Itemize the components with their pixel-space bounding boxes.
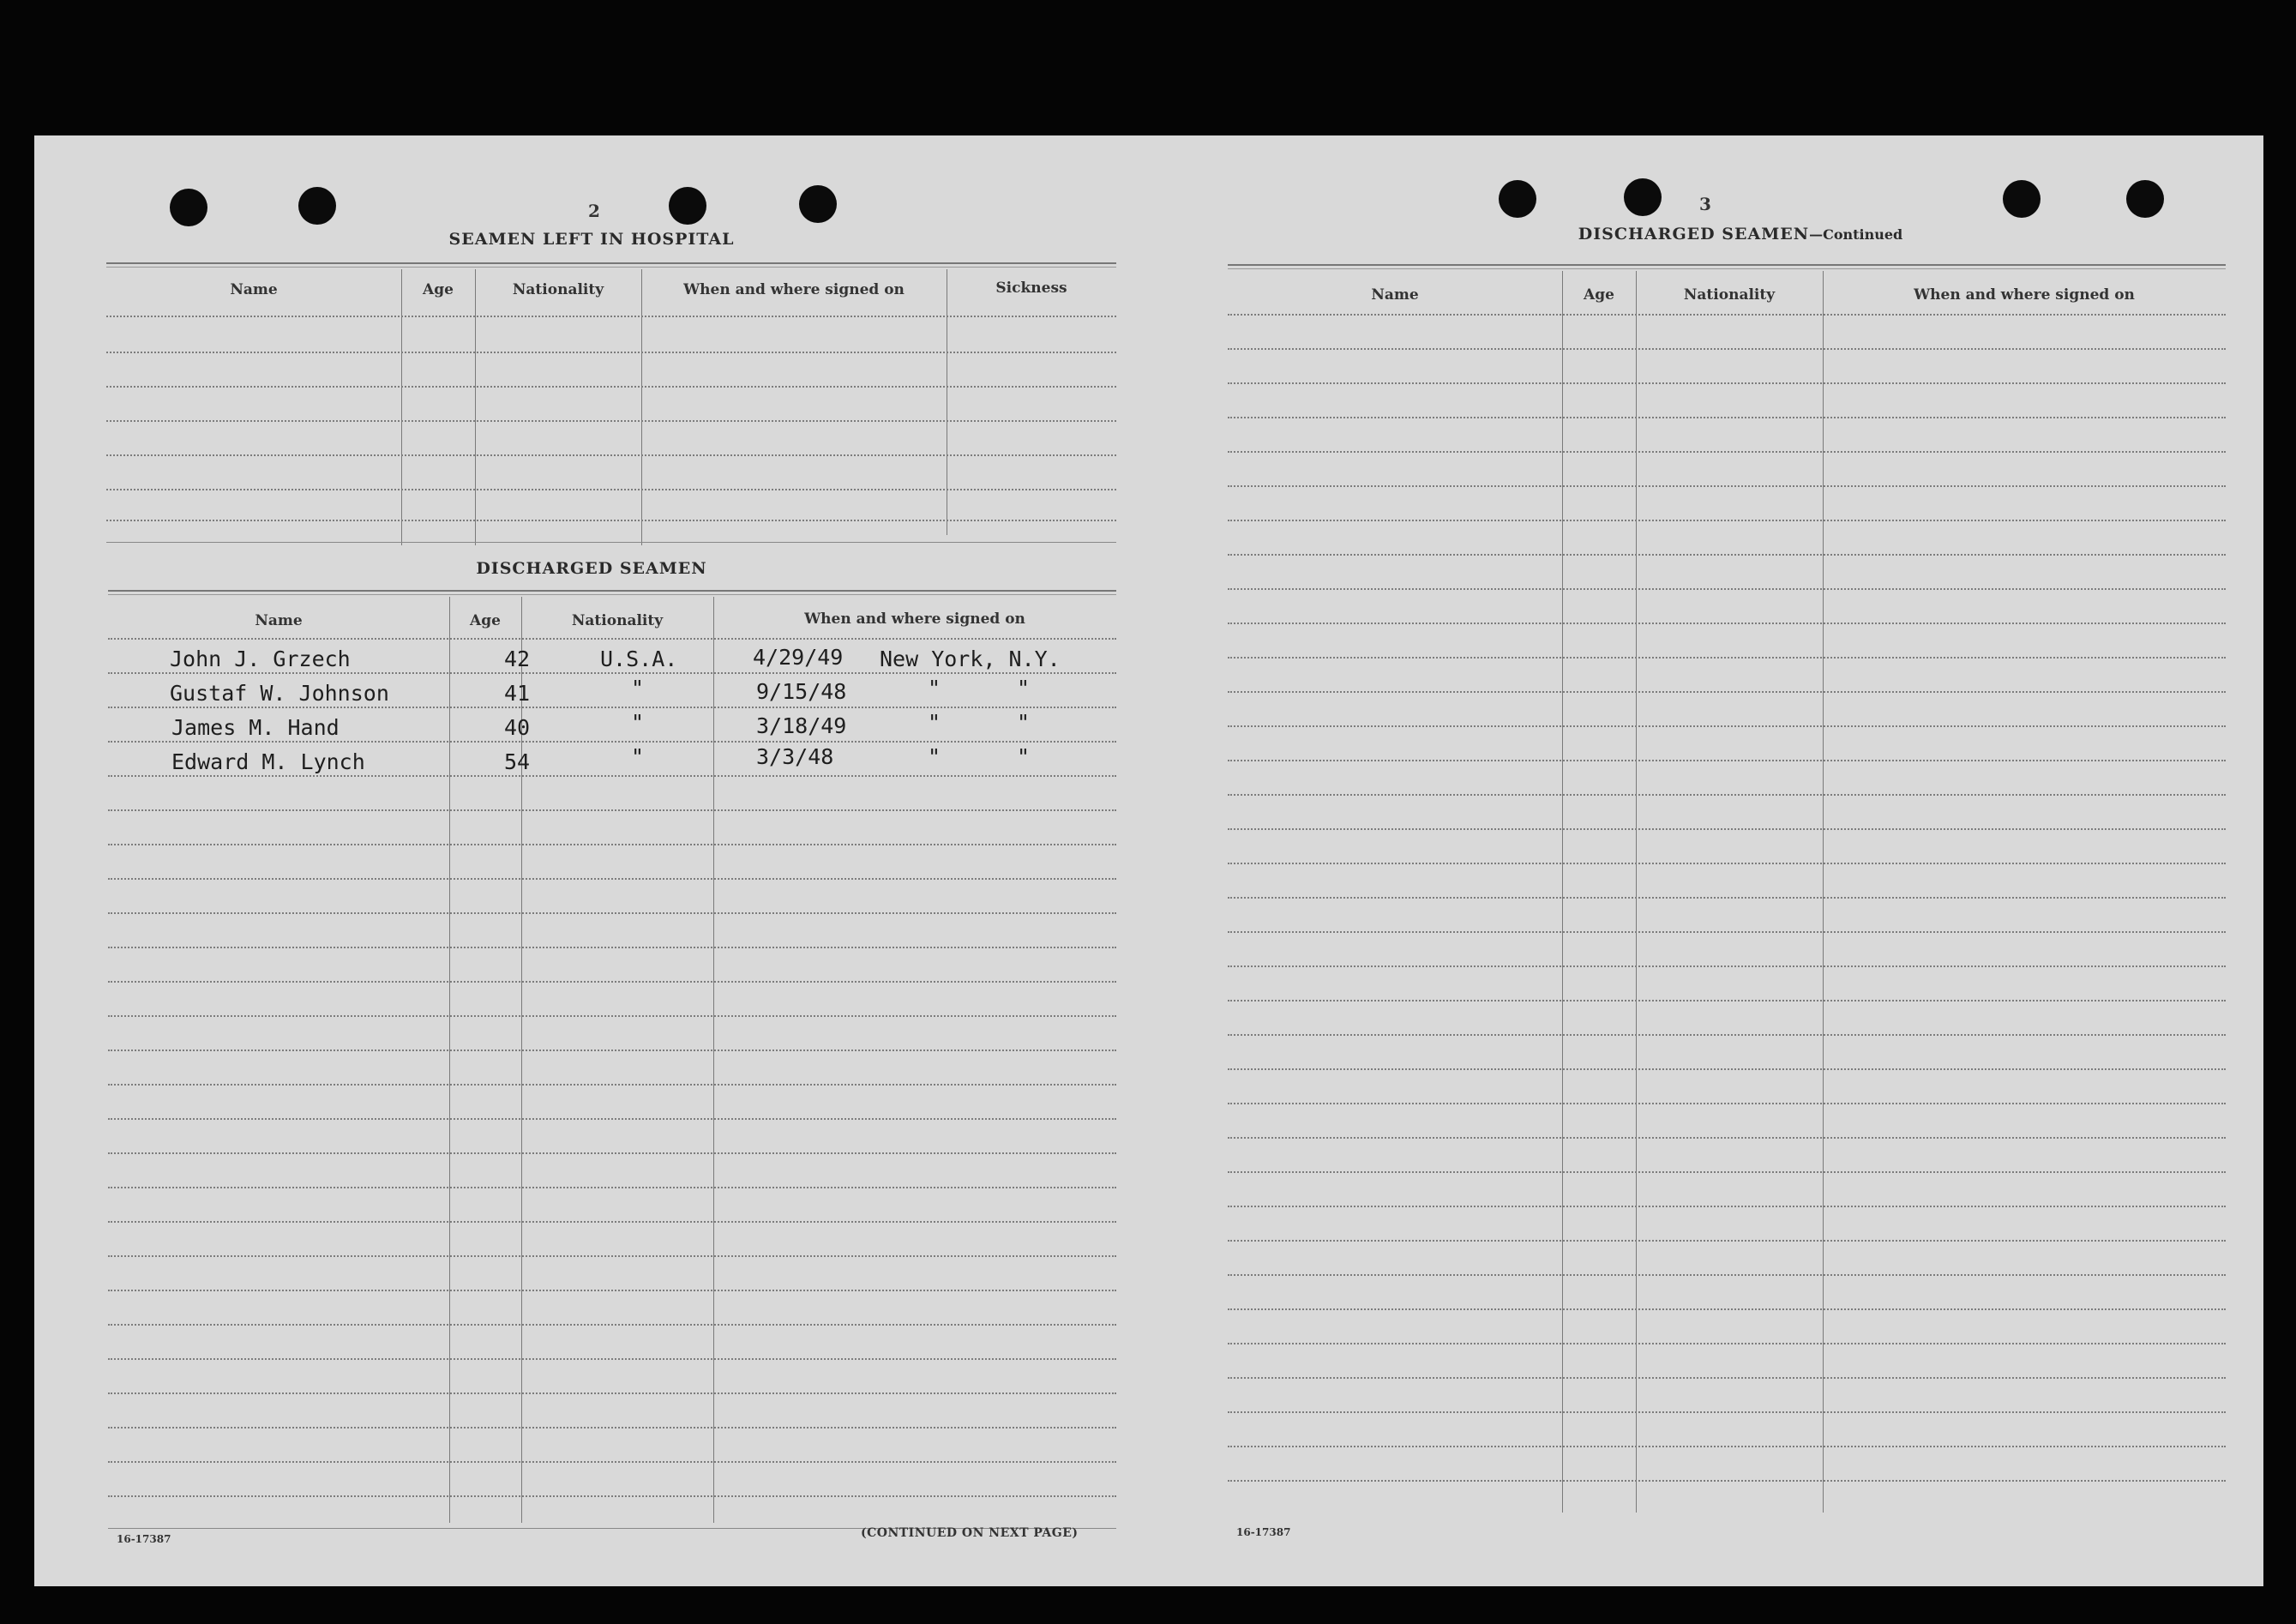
row-rule <box>108 1050 1116 1051</box>
column-divider <box>713 597 714 1523</box>
seaman-nationality: U.S.A. <box>600 647 678 671</box>
row-rule <box>1228 623 2226 624</box>
table-top-rule <box>106 262 1116 264</box>
column-header: Name <box>1371 286 1419 304</box>
row-rule <box>1228 965 2226 967</box>
punch-hole <box>170 189 207 226</box>
row-rule <box>1228 1068 2226 1070</box>
row-rule <box>108 741 1116 743</box>
row-rule <box>108 912 1116 914</box>
right-section-title <box>1492 225 1989 244</box>
row-rule <box>1228 1034 2226 1036</box>
punch-hole <box>1499 180 1536 218</box>
signed-on-date: 3/3/48 <box>756 744 834 769</box>
row-rule <box>1228 897 2226 899</box>
table-top-rule <box>108 594 1116 595</box>
row-rule <box>108 1358 1116 1360</box>
discharged-table <box>108 590 1116 1533</box>
row-rule <box>1228 1411 2226 1413</box>
row-rule <box>1228 1000 2226 1001</box>
seaman-nationality: " <box>631 744 645 769</box>
column-header: When and where signed on <box>1914 286 2135 304</box>
punch-hole <box>2003 180 2041 218</box>
row-rule <box>108 1152 1116 1154</box>
table-top-rule <box>106 267 1116 268</box>
row-rule <box>108 878 1116 880</box>
table-top-rule <box>1228 268 2226 269</box>
column-divider <box>1823 271 1824 1513</box>
row-rule <box>108 775 1116 777</box>
row-rule <box>106 386 1116 388</box>
row-rule <box>1228 417 2226 418</box>
row-rule <box>1228 828 2226 830</box>
row-rule <box>108 809 1116 811</box>
row-rule <box>106 316 1116 317</box>
punch-hole <box>669 187 706 225</box>
row-rule <box>1228 520 2226 521</box>
column-header: Nationality <box>512 281 604 298</box>
column-header: Age <box>470 612 501 629</box>
row-rule <box>108 1255 1116 1257</box>
row-rule <box>1228 1377 2226 1379</box>
seaman-name: Edward M. Lynch <box>171 749 365 774</box>
document-sheet <box>34 135 2263 1586</box>
signed-on-place: New York, N.Y. <box>880 647 1061 671</box>
hospital-table <box>106 262 1116 545</box>
row-rule <box>1228 314 2226 316</box>
row-rule <box>108 981 1116 983</box>
row-rule <box>108 844 1116 845</box>
table-top-rule <box>108 590 1116 592</box>
row-rule <box>108 672 1116 674</box>
seaman-nationality: " <box>631 710 645 735</box>
row-rule <box>108 1118 1116 1120</box>
row-rule <box>108 1427 1116 1429</box>
right-section-title-suffix: —Continued <box>1809 226 1903 243</box>
row-rule <box>108 1187 1116 1188</box>
column-divider <box>475 269 476 545</box>
row-rule <box>1228 382 2226 384</box>
column-header: When and where signed on <box>683 281 905 298</box>
seaman-age: 54 <box>504 749 531 774</box>
row-rule <box>1228 1446 2226 1447</box>
row-rule <box>1228 1274 2226 1276</box>
discharged-continued-table <box>1228 264 2226 1516</box>
seaman-age: 42 <box>504 647 531 671</box>
seaman-age: 40 <box>504 715 531 740</box>
row-rule <box>1228 863 2226 864</box>
row-rule <box>1228 1137 2226 1139</box>
signed-on-date: 4/29/49 <box>753 645 844 670</box>
signed-on-date: 9/15/48 <box>756 679 847 704</box>
signed-on-place: " <box>928 676 941 701</box>
table-top-rule <box>1228 264 2226 266</box>
signed-on-state: " <box>1017 744 1031 769</box>
punch-hole <box>799 185 837 223</box>
row-rule <box>1228 451 2226 453</box>
row-rule <box>1228 794 2226 796</box>
column-divider <box>401 269 402 545</box>
row-rule <box>1228 657 2226 659</box>
row-rule <box>108 1461 1116 1463</box>
row-rule <box>106 520 1116 521</box>
column-divider <box>641 269 642 545</box>
punch-hole <box>298 187 336 225</box>
row-rule <box>1228 931 2226 933</box>
column-header: Sickness <box>995 280 1067 297</box>
signed-on-state: " <box>1017 710 1031 735</box>
row-rule <box>1228 1240 2226 1242</box>
row-rule <box>108 638 1116 640</box>
form-number-left: 16-17387 <box>117 1533 171 1545</box>
column-header: When and where signed on <box>804 611 1025 628</box>
row-rule <box>108 1015 1116 1017</box>
column-header: Age <box>423 281 454 298</box>
punch-hole <box>2126 180 2164 218</box>
row-rule <box>1228 760 2226 761</box>
discharged-section-title: DISCHARGED SEAMEN <box>476 559 707 578</box>
row-rule <box>1228 1480 2226 1482</box>
punch-hole <box>1624 178 1662 216</box>
hospital-section-title: SEAMEN LEFT IN HOSPITAL <box>448 230 735 249</box>
row-rule <box>108 1495 1116 1497</box>
form-number-right: 16-17387 <box>1236 1526 1291 1538</box>
page-number-left: 2 <box>588 201 600 221</box>
row-rule <box>108 1290 1116 1291</box>
right-section-title-text: DISCHARGED SEAMEN <box>1578 225 1810 244</box>
row-rule <box>108 1221 1116 1223</box>
row-rule <box>1228 1103 2226 1104</box>
seaman-nationality: " <box>631 676 645 701</box>
signed-on-place: " <box>928 710 941 735</box>
seaman-name: Gustaf W. Johnson <box>170 681 389 706</box>
table-bottom-rule <box>106 542 1116 543</box>
row-rule <box>1228 725 2226 727</box>
row-rule <box>106 420 1116 422</box>
row-rule <box>108 1324 1116 1326</box>
row-rule <box>1228 554 2226 556</box>
row-rule <box>108 947 1116 948</box>
row-rule <box>1228 588 2226 590</box>
row-rule <box>108 1392 1116 1394</box>
column-header: Name <box>230 281 278 298</box>
row-rule <box>106 489 1116 490</box>
column-divider <box>449 597 450 1523</box>
column-header: Age <box>1584 286 1614 304</box>
seaman-age: 41 <box>504 681 531 706</box>
row-rule <box>108 1084 1116 1086</box>
seaman-name: John J. Grzech <box>170 647 351 671</box>
row-rule <box>1228 691 2226 693</box>
seaman-name: James M. Hand <box>171 715 340 740</box>
column-header: Nationality <box>1683 286 1776 304</box>
row-rule <box>1228 1206 2226 1207</box>
row-rule <box>106 454 1116 456</box>
row-rule <box>108 707 1116 708</box>
column-divider <box>1562 271 1563 1513</box>
row-rule <box>1228 485 2226 487</box>
column-header: Nationality <box>571 612 664 629</box>
row-rule <box>1228 1171 2226 1173</box>
signed-on-state: " <box>1017 676 1031 701</box>
column-header: Name <box>255 612 303 629</box>
row-rule <box>1228 1343 2226 1344</box>
signed-on-date: 3/18/49 <box>756 713 847 738</box>
row-rule <box>1228 1308 2226 1310</box>
page-number-right: 3 <box>1699 194 1711 214</box>
row-rule <box>1228 348 2226 350</box>
row-rule <box>106 352 1116 353</box>
signed-on-place: " <box>928 744 941 769</box>
continued-note: (CONTINUED ON NEXT PAGE) <box>861 1526 1079 1540</box>
column-divider <box>1636 271 1637 1513</box>
